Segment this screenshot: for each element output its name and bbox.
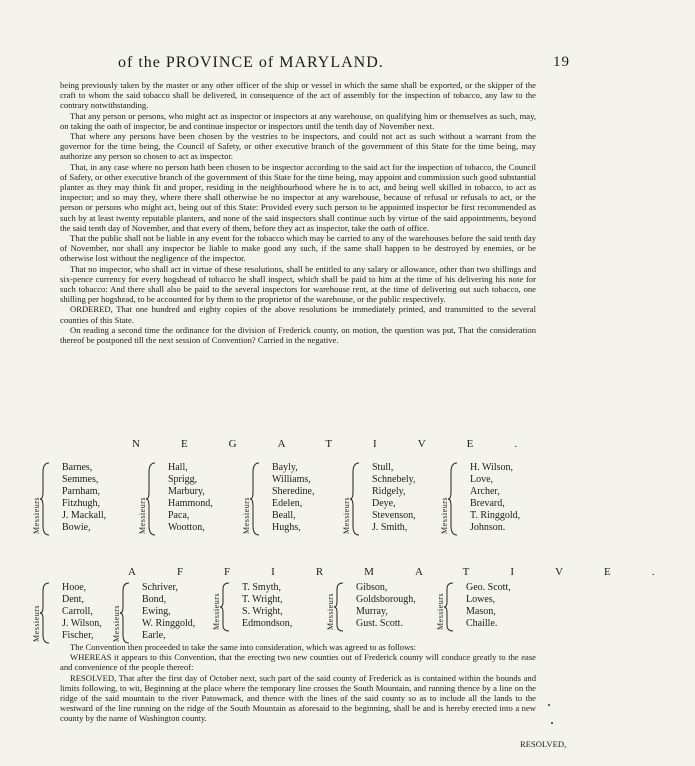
messieurs-label: Messieurs <box>112 605 121 642</box>
paragraph: That any person or persons, who might act as inspector or inspectors at any warehouse, on qualifying him or themselves as such, may, on taking the oath of inspector, be and continue inspector or inspectors until the tenth day of November next. <box>60 110 536 131</box>
paragraph: That the public shall not be liable in any event for the tobacco which may be carried to any of the warehouses before the said tenth day of November, nor shall any inspector be liable to make good any such, if the same shall happen to be destroyed by enemies, or be otherwise lost without the negligence of the inspector. <box>60 233 536 264</box>
voter-name: Carroll, <box>62 606 93 617</box>
voter-name: Stull, <box>372 462 394 473</box>
voter-name: Archer, <box>470 486 500 497</box>
affirmative-heading: AFFIRMATIVE. <box>128 566 695 578</box>
paragraph: The Convention then proceeded to take the same into consideration, which was agreed to as follows: <box>70 642 417 652</box>
voter-name: Chaille. <box>466 618 498 629</box>
voter-name: Lowes, <box>466 594 496 605</box>
voter-name: Beall, <box>272 510 296 521</box>
negative-column-2 <box>138 462 248 536</box>
negative-heading: NEGATIVE. <box>132 438 559 450</box>
negative-column-5 <box>440 462 550 536</box>
voter-name: Schriver, <box>142 582 178 593</box>
voter-name: Bond, <box>142 594 167 605</box>
voter-name: Paca, <box>168 510 190 521</box>
voter-name: Sheredine, <box>272 486 315 497</box>
voter-name: Edelen, <box>272 498 303 509</box>
voter-name: Love, <box>470 474 494 485</box>
voter-name: Bowie, <box>62 522 91 533</box>
paragraph: being previously taken by the master or any other officer of the ship or vessel in which the same shall be exported, or the skipper of the craft to whom the said tobacco shall be delivered, in consequence of the act of assembly for the inspection of tobacco, any law to the contrary notwithstanding. <box>60 80 536 111</box>
voter-name: Johnson. <box>470 522 506 533</box>
voter-name: J. Smith, <box>372 522 408 533</box>
voter-name: Deye, <box>372 498 396 509</box>
ink-speck <box>548 704 550 706</box>
messieurs-label: Messieurs <box>326 593 335 630</box>
voter-name: T. Smyth, <box>242 582 281 593</box>
voter-name: Schnebely, <box>372 474 416 485</box>
voter-name: T. Ringgold, <box>470 510 521 521</box>
messieurs-label: Messieurs <box>32 497 41 534</box>
voter-name: T. Wright, <box>242 594 283 605</box>
voter-name: Mason, <box>466 606 496 617</box>
voter-name: Wootton, <box>168 522 205 533</box>
voter-name: Gibson, <box>356 582 388 593</box>
closing-text <box>60 642 536 724</box>
affirmative-column-1 <box>32 582 142 644</box>
voter-name: Ridgely, <box>372 486 406 497</box>
voter-name: Ewing, <box>142 606 171 617</box>
voter-name: H. Wilson, <box>470 462 514 473</box>
voter-name: W. Ringgold, <box>142 618 196 629</box>
affirmative-column-3 <box>212 582 322 632</box>
voter-name: Earle, <box>142 630 166 641</box>
voter-name: Stevenson, <box>372 510 416 521</box>
affirmative-column-5 <box>436 582 546 632</box>
page-header <box>0 54 600 74</box>
ink-speck <box>551 722 553 724</box>
whereas-paragraph: WHEREAS it appears to this Convention, that the erecting two new counties out of Frederick county will conduce greatly to the ease and convenience of the people thereof: <box>60 652 536 673</box>
voter-name: Brevard, <box>470 498 505 509</box>
voter-name: S. Wright, <box>242 606 283 617</box>
voter-name: J. Wilson, <box>62 618 102 629</box>
paragraph: That no inspector, who shall act in virtue of these resolutions, shall be entitled to any salary or allowance, other than two shillings and six-pence currency for every hogshead of tobacco he shall inspect, which shall be paid to him at the time of his delivering his note for such tobacco: And there shall also be paid to the several inspectors for warehouse rent, at the time of delivering out such tobacco, one shilling per hogshead, to be accounted for by them to the proprietor of the warehouse, or the public respectively. <box>60 263 536 305</box>
voter-name: Gust. Scott. <box>356 618 403 629</box>
messieurs-label: Messieurs <box>436 593 445 630</box>
paragraph: That, in any case where no person hath been chosen to be inspector according to the said act for the inspection of tobacco, the Council of Safety, or other executive branch of the government of this State for the time being, may appoint and commission such good substantial planter as they may think fit and proper, residing in the neighbourhood where he is to act, and being well skilled in tobacco, to act as inspector; and so may they, where there shall otherwise be no inspector at any warehouse, because of refusal or refusals to act, or the person or persons who might act, being out of this State: Provided every such person to be appointed inspector be first recommended as such by at least twenty reputable planters, and none of the said inspectors shall continue such by virtue of the said appointments, beyond the said tenth day of November, and that every of them, before they act as inspector, take the oath of office. <box>60 161 536 233</box>
voter-name: Bayly, <box>272 462 298 473</box>
motion-paragraph: On reading a second time the ordinance for the division of Frederick county, on motion, the question was put, That the consideration thereof be postponed till the next session of Convention? Carried in the negative. <box>60 324 536 346</box>
voter-name: Fitzhugh, <box>62 498 101 509</box>
voter-name: Dent, <box>62 594 84 605</box>
catchword: RESOLVED, <box>520 739 567 749</box>
page-number: 19 <box>553 54 570 70</box>
order-paragraph: ORDERED, That one hundred and eighty copies of the above resolutions be immediately printed, and transmitted to the several counties of this State. <box>60 304 536 325</box>
voter-name: Semmes, <box>62 474 99 485</box>
negative-column-3 <box>242 462 352 536</box>
messieurs-label: Messieurs <box>440 497 449 534</box>
messieurs-label: Messieurs <box>32 605 41 642</box>
paragraph: That where any persons have been chosen by the vestries to be inspectors, and could not act as such without a warrant from the governor for the time being, the Council of Safety, or other executive branch of the government of this State for the time being, may authorize any person so chosen to act as inspector. <box>60 131 536 162</box>
messieurs-label: Messieurs <box>342 497 351 534</box>
voter-name: Fischer, <box>62 630 94 641</box>
voter-name: Hall, <box>168 462 188 473</box>
voter-name: Murray, <box>356 606 388 617</box>
voter-name: Edmondson, <box>242 618 293 629</box>
voter-name: J. Mackall, <box>62 510 107 521</box>
resolutions-text <box>60 80 536 345</box>
affirmative-column-2 <box>112 582 222 644</box>
voter-name: Barnes, <box>62 462 93 473</box>
messieurs-label: Messieurs <box>212 593 221 630</box>
running-title: of the PROVINCE of MARYLAND. <box>118 54 384 71</box>
voter-name: Hammond, <box>168 498 213 509</box>
messieurs-label: Messieurs <box>138 497 147 534</box>
voter-name: Sprigg, <box>168 474 198 485</box>
resolved-paragraph: RESOLVED, That after the first day of October next, such part of the said county of Frederick as is contained within the bounds and limits following, to wit, Beginning at the place where the temporary line crosses the South Mountain, and running thence by a line on the ridge of the said mountain to the river Patowmack, and thence with the lines of the said county so as to include all the lands to the westward of the line running on the ridge of the South Mountain as aforesaid to the beginning, shall be and is hereby erected into a new county by the name of Washington county. <box>60 672 536 724</box>
affirmative-column-4 <box>326 582 446 632</box>
voter-name: Williams, <box>272 474 311 485</box>
voter-name: Marbury, <box>168 486 205 497</box>
voter-name: Hooe, <box>62 582 87 593</box>
voter-name: Goldsborough, <box>356 594 416 605</box>
voter-name: Parnham, <box>62 486 101 497</box>
voter-name: Geo. Scott, <box>466 582 511 593</box>
voter-name: Hughs, <box>272 522 301 533</box>
negative-column-1 <box>32 462 142 536</box>
messieurs-label: Messieurs <box>242 497 251 534</box>
